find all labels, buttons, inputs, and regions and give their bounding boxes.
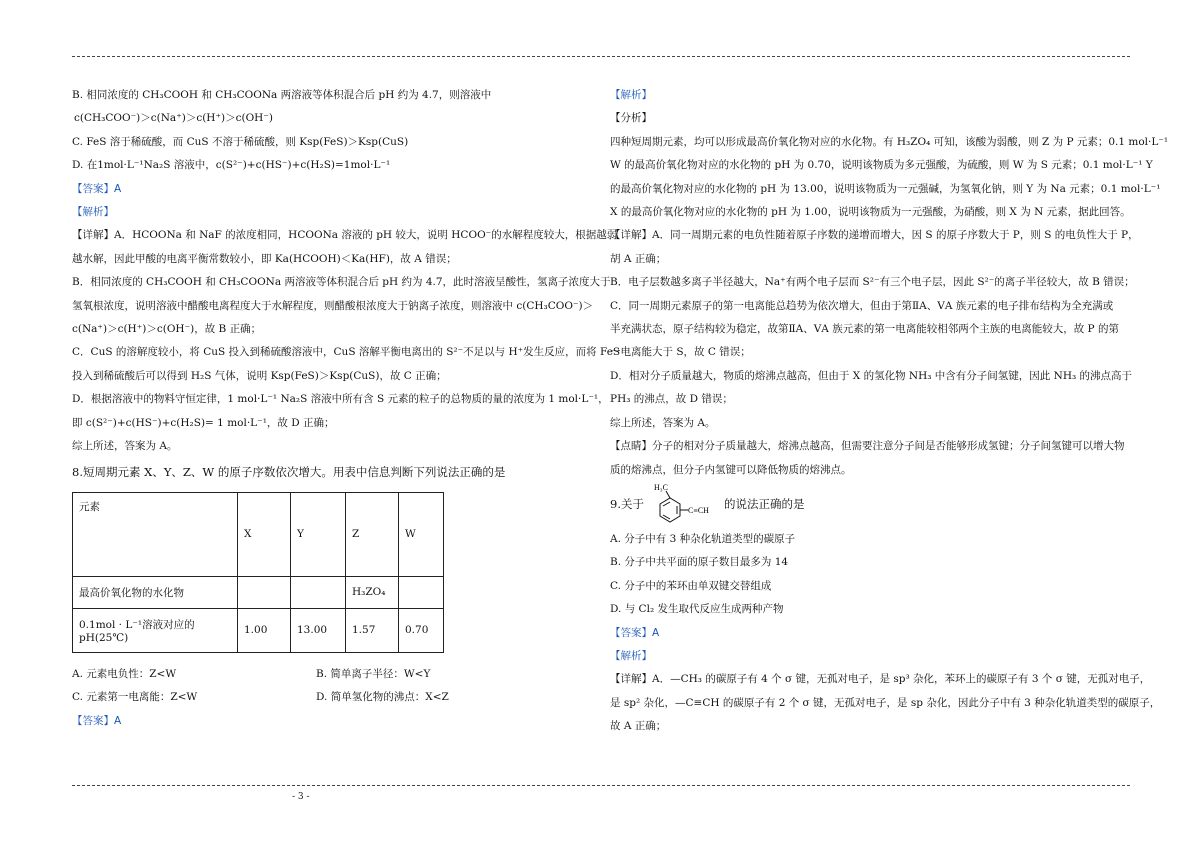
table-cell: 1.00: [238, 608, 291, 652]
answer-tag: 【答案】A: [72, 714, 122, 727]
option-b-line: B. 相同浓度的 CH₃COOH 和 CH₃COONa 两溶液等体积混合后 pH 约为 4.7，则溶液中: [72, 89, 492, 101]
q8-options-row-1: [72, 663, 592, 686]
option-c: C. 元素第一电离能：Z<W: [72, 691, 198, 704]
question-9: [610, 482, 1130, 528]
element-table: [72, 492, 444, 653]
option-b: B. 简单离子半径：W<Y: [316, 667, 431, 680]
analysis-line: 质的熔沸点，但分子内氢键可以降低物质的熔沸点。: [610, 463, 852, 476]
table-cell: [291, 576, 346, 608]
q9-suffix: 的说法正确的是: [723, 497, 805, 512]
analysis-line: W 的最高价氧化物对应的水化物的 pH 为 0.70，说明该物质为多元强酸，为硫酸，则 W 为 S 元素；0.1 mol·L⁻¹ Y: [610, 159, 1153, 172]
option-d-line: D. 在1mol·L⁻¹Na₂S 溶液中，c(S²⁻)+c(HS⁻)+c(H₂S)=1mol·L⁻¹: [72, 159, 391, 172]
detail-line: B．相同浓度的 CH₃COOH 和 CH₃COONa 两溶液等体积混合后 pH 约为 4.7，此时溶液呈酸性，氢离子浓度大于: [72, 276, 611, 289]
detail-line: 越水解，因此甲酸的电离平衡常数较小，即 Ka(HCOOH)＜Ka(HF)，故 A 错误；: [72, 252, 457, 265]
bottom-dashed-rule: [72, 785, 1130, 786]
detail-line: 故 A 正确；: [610, 720, 667, 733]
table-row: [73, 608, 444, 652]
fenxi-tag: 【分析】: [610, 112, 652, 125]
table-cell: 1.57: [346, 608, 399, 652]
analysis-line: 半充满状态，原子结构较为稳定，故第ⅡA、ⅤA 族元素的第一电离能较相邻两个主族的电离能较大，故 P 的第: [610, 323, 1119, 336]
q9-prefix: 9.关于: [610, 497, 644, 512]
question-8: 8.短周期元素 X、Y、Z、W 的原子序数依次增大。用表中信息判断下列说法正确的是: [72, 464, 506, 479]
detail-line: c(Na⁺)＞c(H⁺)＞c(OH⁻)，故 B 正确；: [72, 323, 262, 336]
analysis-line: 【详解】A．同一周期元素的电负性随着原子序数的递增而增大，因 S 的原子序数大于 P，则 S 的电负性大于 P，: [610, 229, 1139, 242]
m-tolylacetylene-structure-icon: [646, 482, 722, 528]
analysis-line: 的最高价氧化物对应的水化物的 pH 为 13.00，说明该物质为一元强碱，为氢氧化钠，则 Y 为 Na 元素；0.1 mol·L⁻¹: [610, 182, 1161, 195]
detail-line: 【详解】A．—CH₃ 的碳原子有 4 个 σ 键，无孤对电子，是 sp³ 杂化，苯环上的碳原子有 3 个 σ 键，无孤对电子，: [610, 673, 1151, 686]
top-dashed-rule: [72, 56, 1130, 57]
table-cell: Z: [346, 492, 399, 576]
option-d: D. 简单氢化物的沸点：X<Z: [316, 691, 449, 704]
table-cell: 最高价氧化物的水化物: [73, 576, 238, 608]
analysis-line: 【点睛】分子的相对分子质量越大，熔沸点越高，但需要注意分子间是否能够形成氢键；分子间氢键可以增大物: [610, 440, 1125, 453]
analysis-line: D．相对分子质量越大，物质的熔沸点越高，但由于 X 的氢化物 NH₃ 中含有分子间氢键，因此 NH₃ 的沸点高于: [610, 369, 1133, 382]
left-column: [72, 84, 621, 733]
detail-line: 即 c(S²⁻)+c(HS⁻)+c(H₂S)= 1 mol·L⁻¹，故 D 正确；: [72, 416, 335, 429]
analysis-tag: 【解析】: [72, 206, 114, 219]
detail-line: 综上所述，答案为 A。: [72, 440, 178, 453]
option-a: A. 元素电负性：Z<W: [72, 667, 177, 680]
table-cell: Y: [291, 492, 346, 576]
table-cell: X: [238, 492, 291, 576]
q8-options-row-2: [72, 686, 592, 709]
q9-option-c: C. 分子中的苯环由单双键交替组成: [610, 579, 772, 592]
analysis-line: C．同一周期元素原子的第一电离能总趋势为依次增大，但由于第ⅡA、ⅤA 族元素的电子排布结构为全充满或: [610, 299, 1114, 312]
table-row: [73, 492, 444, 576]
table-cell: [399, 576, 444, 608]
q9-option-a: A. 分子中有 3 种杂化轨道类型的碳原子: [610, 532, 796, 545]
analysis-tag: 【解析】: [610, 89, 652, 101]
table-row: [73, 576, 444, 608]
detail-line: 【详解】A．HCOONa 和 NaF 的浓度相同，HCOONa 溶液的 pH 较大，说明 HCOO⁻的水解程度较大，根据越弱: [72, 229, 618, 242]
table-cell: 0.1mol · L⁻¹溶液对应的 pH(25℃): [73, 608, 238, 652]
table-cell: H₃ZO₄: [346, 576, 399, 608]
analysis-line: 胡 A 正确；: [610, 252, 667, 265]
detail-line: 是 sp² 杂化，—C≡CH 的碳原子有 2 个 σ 键，无孤对电子，是 sp 杂化，因此分子中有 3 种杂化轨道类型的碳原子，: [610, 696, 1161, 709]
option-c-line: C. FeS 溶于稀硫酸，而 CuS 不溶于稀硫酸，则 Ksp(FeS)＞Ksp(CuS): [72, 135, 409, 148]
structure-alkyne-label: C≡CH: [687, 505, 709, 515]
detail-line: 氢氧根浓度，说明溶液中醋酸电离程度大于水解程度，则醋酸根浓度大于钠离子浓度，则溶液中 c(CH₃COO⁻)＞: [72, 299, 594, 312]
page-number: - 3 -: [292, 792, 310, 802]
answer-tag: 【答案】A: [610, 626, 660, 639]
table-cell: W: [399, 492, 444, 576]
analysis-line: X 的最高价氧化物对应的水化物的 pH 为 1.00，说明该物质为一元强酸，为硝酸，则 X 为 N 元素，据此回答。: [610, 206, 1131, 219]
detail-line: D．根据溶液中的物料守恒定律，1 mol·L⁻¹ Na₂S 溶液中所有含 S 元素的粒子的总物质的量的浓度为 1 mol·L⁻¹，: [72, 393, 609, 406]
table-cell: 元素: [73, 492, 238, 576]
right-column: [610, 84, 1169, 739]
analysis-line: 综上所述，答案为 A。: [610, 416, 716, 429]
table-cell: [238, 576, 291, 608]
analysis-line: 四种短周期元素，均可以形成最高价氧化物对应的水化物。有 H₃ZO₄ 可知，该酸为弱酸，则 Z 为 P 元素；0.1 mol·L⁻¹: [610, 135, 1169, 148]
structure-ch3-label: H₃C: [653, 482, 668, 492]
q9-option-b: B. 分子中共平面的原子数目最多为 14: [610, 556, 789, 569]
analysis-line: PH₃ 的沸点，故 D 错误；: [610, 393, 733, 406]
table-cell: 0.70: [399, 608, 444, 652]
analysis-line: B．电子层数越多离子半径越大，Na⁺有两个电子层而 S²⁻有三个电子层，因此 S²⁻的离子半径较大，故 B 错误；: [610, 276, 1135, 289]
detail-line: 投入到稀硫酸后可以得到 H₂S 气体，说明 Ksp(FeS)＞Ksp(CuS)，故 C 正确；: [72, 369, 447, 382]
detail-line: C．CuS 的溶解度较小，将 CuS 投入到稀硫酸溶液中，CuS 溶解平衡电离出的 S²⁻不足以与 H⁺发生反应，而将 FeS: [72, 346, 621, 359]
q9-option-d: D. 与 Cl₂ 发生取代反应生成两种产物: [610, 603, 784, 616]
analysis-line: 一电离能大于 S，故 C 错误；: [610, 346, 751, 359]
answer-tag: 【答案】A: [72, 182, 122, 195]
table-cell: 13.00: [291, 608, 346, 652]
option-b-formula: c(CH₃COO⁻)＞c(Na⁺)＞c(H⁺)＞c(OH⁻): [74, 112, 273, 125]
analysis-tag: 【解析】: [610, 649, 652, 662]
detail-block: [72, 224, 621, 458]
